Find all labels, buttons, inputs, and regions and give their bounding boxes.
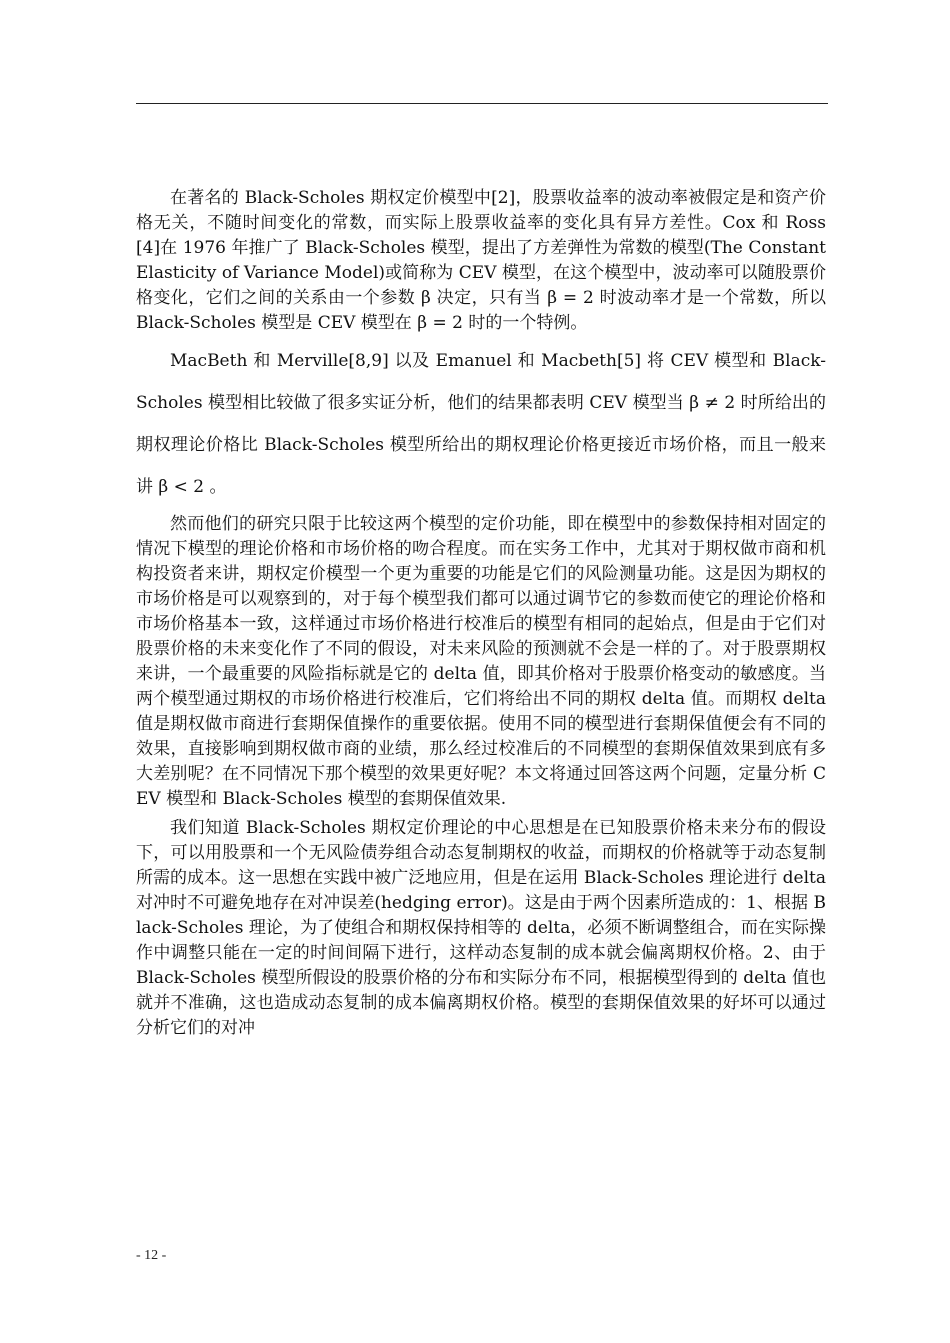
header-rule	[136, 103, 828, 104]
body-text	[136, 186, 826, 1041]
paragraph-delta-hedging: 我们知道 Black-Scholes 期权定价理论的中心思想是在已知股票价格未来分布的假设下，可以用股票和一个无风险债券组合动态复制期权的收益，而期权的价格就等于动态复制所需的成本。这一思想在实践中被广泛地应用，但是在运用 Black-Scholes 理论进行 delta 对冲时不可避免地存在对冲误差(hedging error)。这是由于两个因素所造成的：1、根据 Black-Scholes 理论，为了使组合和期权保持相等的 delta，必须不断调整组合，而在实际操作中调整只能在一定的时间间隔下进行，这样动态复制的成本就会偏离期权价格。2、由于 Black-Scholes 模型所假设的股票价格的分布和实际分布不同，根据模型得到的 delta 值也就并不准确，这也造成动态复制的成本偏离期权价格。模型的套期保值效果的好坏可以通过分析它们的对冲	[136, 818, 826, 1038]
page-number: - 12 -	[136, 1248, 167, 1263]
paragraph-risk-measurement: 然而他们的研究只限于比较这两个模型的定价功能，即在模型中的参数保持相对固定的情况下模型的理论价格和市场价格的吻合程度。而在实务工作中，尤其对于期权做市商和机构投资者来讲，期权定价模型一个更为重要的功能是它们的风险测量功能。这是因为期权的市场价格是可以观察到的，对于每个模型我们都可以通过调节它的参数而使它的理论价格和市场价格基本一致，这样通过市场价格进行校准后的模型有相同的起始点，但是由于它们对股票价格的未来变化作了不同的假设，对未来风险的预测就不会是一样的了。对于股票期权来讲，一个最重要的风险指标就是它的 delta 值，即其价格对于股票价格变动的敏感度。当两个模型通过期权的市场价格进行校准后，它们将给出不同的期权 delta 值。而期权 delta 值是期权做市商进行套期保值操作的重要依据。使用不同的模型进行套期保值便会有不同的效果，直接影响到期权做市商的业绩，那么经过校准后的不同模型的套期保值效果到底有多大差别呢？在不同情况下那个模型的效果更好呢？本文将通过回答这两个问题，定量分析 CEV 模型和 Black-Scholes 模型的套期保值效果.	[136, 514, 826, 809]
paragraph-cev-intro: 在著名的 Black-Scholes 期权定价模型中[2]，股票收益率的波动率被假定是和资产价格无关，不随时间变化的常数，而实际上股票收益率的变化具有异方差性。Cox 和 Ross [4]在 1976 年推广了 Black-Scholes 模型，提出了方差弹性为常数的模型(The Constant Elasticity of Variance Model)或简称为 CEV 模型，在这个模型中，波动率可以随股票价格变化，它们之间的关系由一个参数 β 决定，只有当 β = 2 时波动率才是一个常数，所以 Black-Scholes 模型是 CEV 模型在 β = 2 时的一个特例。	[136, 188, 826, 333]
paragraph-empirical-studies: MacBeth 和 Merville[8,9] 以及 Emanuel 和 Macbeth[5] 将 CEV 模型和 Black-Scholes 模型相比较做了很多实证分析，他们的结果都表明 CEV 模型当 β ≠ 2 时所给出的期权理论价格比 Black-Scholes 模型所给出的期权理论价格更接近市场价格，而且一般来讲 β < 2 。	[136, 351, 826, 497]
